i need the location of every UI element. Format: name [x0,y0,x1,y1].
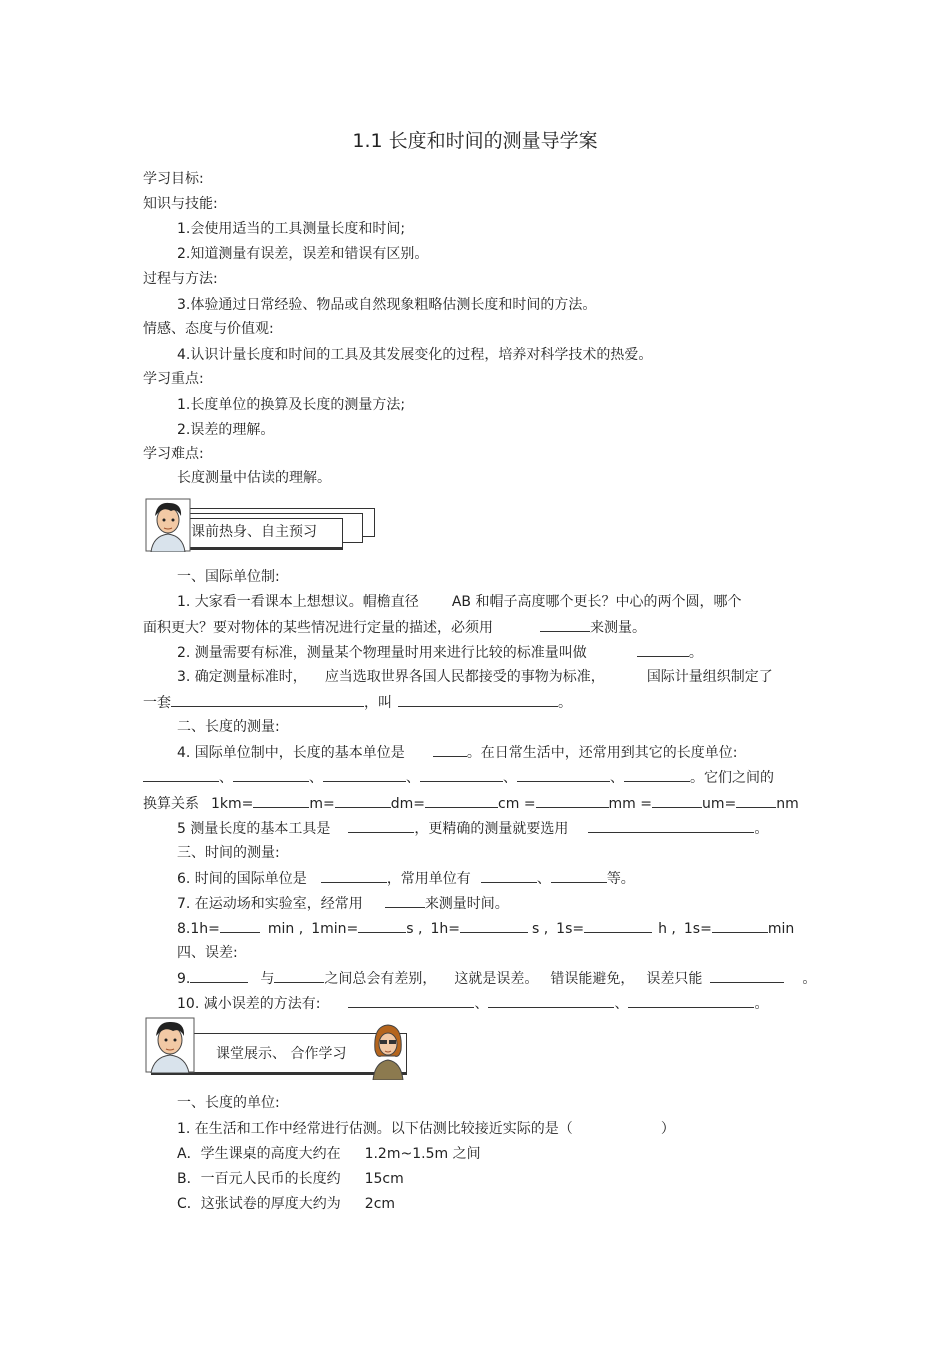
answer-blank[interactable] [540,618,590,632]
answer-blank[interactable] [358,919,406,933]
question-3-line: 一套 ，叫 。 [143,695,572,711]
question-5-line: 5 测量长度的基本工具是 ，更精确的测量就要选用 。 [177,821,769,837]
answer-blank[interactable] [481,869,537,883]
banner-label: 课前热身、自主预习 [191,524,317,540]
difficulty-item: 长度测量中估读的理解。 [177,470,331,486]
key-heading: 学习重点: [143,371,204,387]
answer-blank[interactable] [171,693,364,707]
answer-blank[interactable] [652,794,702,808]
answer-blank[interactable] [712,919,768,933]
answer-blank[interactable] [233,768,309,782]
section-heading: 二、长度的测量: [177,719,280,735]
question-7-line: 7. 在运动场和实验室，经常用 来测量时间。 [177,896,509,912]
process-heading: 过程与方法: [143,271,218,287]
answer-blank[interactable] [348,994,474,1008]
key-item: 1.长度单位的换算及长度的测量方法; [177,397,406,413]
option-a[interactable]: A．学生课桌的高度大约在 1.2m~1.5m 之间 [177,1146,481,1162]
answer-blank[interactable] [385,894,425,908]
section-heading: 一、长度的单位: [177,1095,280,1111]
answer-blank[interactable] [321,869,387,883]
answer-blank[interactable] [551,869,607,883]
section-heading: 三、时间的测量: [177,845,280,861]
answer-blank[interactable] [536,794,609,808]
answer-blank[interactable] [736,794,776,808]
section-banner-preview [145,498,377,554]
question-1-line: 1. 大家看一看课本上想想议。帽檐直径 AB 和帽子高度哪个更长？中心的两个圆，哪个 [177,594,742,610]
answer-blank[interactable] [584,919,652,933]
section-heading: 四、误差: [177,945,238,961]
section-heading: 一、国际单位制: [177,569,280,585]
question-9-line: 9. 与 之间总会有差别， 这就是误差。 错误能避免， 误差只能 。 [177,971,817,987]
question-line: 1. 在生活和工作中经常进行估测。以下估测比较接近实际的是（ ） [177,1121,675,1137]
boy-avatar-icon [145,498,191,552]
question-1-line: 面积更大？要对物体的某些情况进行定量的描述，必须用 来测量。 [143,620,646,636]
answer-blank[interactable] [274,969,324,983]
question-4-line: 、 、 、 、 、 。它们之间的 [143,768,774,787]
answer-blank[interactable] [588,819,754,833]
girl-avatar-icon [369,1020,407,1080]
option-c[interactable]: C．这张试卷的厚度大约为 2cm [177,1196,396,1212]
unit-conversion-line: 换算关系 1km= m= dm= cm = mm = um= nm [143,796,799,812]
page-title: 1.1 长度和时间的测量导学案 [352,130,598,152]
question-6-line: 6. 时间的国际单位是 ，常用单位有 、 等。 [177,871,635,887]
boy-avatar-icon [145,1017,195,1073]
answer-blank[interactable] [190,969,248,983]
answer-blank[interactable] [637,643,689,657]
knowledge-item: 2.知道测量有误差，误差和错误有区别。 [177,246,429,262]
answer-blank[interactable] [624,768,690,782]
answer-blank[interactable] [460,919,528,933]
banner-label: 课堂展示、 合作学习 [216,1046,347,1062]
answer-blank[interactable] [220,919,260,933]
question-4-line: 4. 国际单位制中，长度的基本单位是 。在日常生活中，还常用到其它的长度单位: [177,745,738,761]
question-2-line: 2. 测量需要有标准，测量某个物理量时用来进行比较的标准量叫做 。 [177,645,703,661]
knowledge-item: 1.会使用适当的工具测量长度和时间; [177,221,406,237]
question-10-line: 10. 减小误差的方法有: 、 、 。 [177,996,769,1012]
answer-blank[interactable] [348,819,414,833]
answer-blank[interactable] [420,768,503,782]
answer-blank[interactable] [323,768,406,782]
key-item: 2.误差的理解。 [177,422,275,438]
process-item: 3.体验通过日常经验、物品或自然现象粗略估测长度和时间的方法。 [177,297,597,313]
knowledge-heading: 知识与技能: [143,196,218,212]
answer-blank[interactable] [398,693,558,707]
option-b[interactable]: B．一百元人民币的长度约 15cm [177,1171,404,1187]
section-banner-classroom [145,1017,409,1083]
answer-blank[interactable] [488,994,614,1008]
answer-blank[interactable] [710,969,784,983]
answer-blank[interactable] [425,794,498,808]
attitude-heading: 情感、态度与价值观: [143,321,274,337]
answer-blank[interactable] [143,768,219,782]
answer-blank[interactable] [628,994,754,1008]
question-8-line: 8.1h= min , 1min= s , 1h= s , 1s= h , 1s= min [177,921,795,937]
attitude-item: 4.认识计量长度和时间的工具及其发展变化的过程，培养对科学技术的热爱。 [177,347,653,363]
answer-blank[interactable] [433,743,467,757]
difficulty-heading: 学习难点: [143,446,204,462]
answer-blank[interactable] [253,794,309,808]
question-3-line: 3. 确定测量标准时， 应当选取世界各国人民都接受的事物为标准， 国际计量组织制定了 [177,669,773,685]
objectives-heading: 学习目标: [143,171,204,187]
answer-blank[interactable] [517,768,610,782]
answer-blank[interactable] [335,794,391,808]
